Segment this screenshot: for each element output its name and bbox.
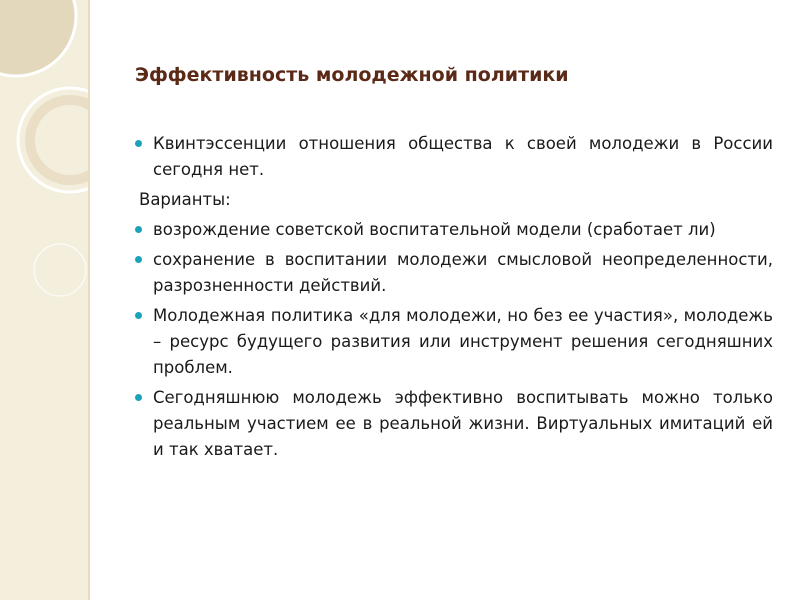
bullet-item: [135, 303, 773, 381]
bullet-item: [135, 247, 773, 299]
bullet-dot-icon: [135, 394, 142, 401]
slide-title: Эффективность молодежной политики: [135, 64, 569, 86]
bullet-item: [135, 217, 773, 243]
slide-body: [135, 131, 773, 467]
bullet-item: [135, 131, 773, 183]
decorative-circles-graphic: [0, 0, 88, 600]
bullet-text: Сегодняшнюю молодежь эффективно воспитывать можно только реальным участием ее в реальной жизни. Виртуальных имитаций ей и так хватает.: [153, 388, 773, 459]
bullet-text: Молодежная политика «для молодежи, но без ее участия», молодежь – ресурс будущего развития или инструмент решения сегодняшних проблем.: [153, 306, 773, 377]
bullet-dot-icon: [135, 312, 142, 319]
bullet-text: Квинтэссенции отношения общества к своей молодежи в России сегодня нет.: [153, 134, 773, 179]
bullet-dot-icon: [135, 140, 142, 147]
decorative-side-panel: [0, 0, 88, 600]
bullet-item: [135, 385, 773, 463]
bullet-text: возрождение советской воспитательной модели (сработает ли): [153, 220, 716, 239]
bullet-text: сохранение в воспитании молодежи смысловой неопределенности, разрозненности действий.: [153, 250, 773, 295]
side-panel-divider: [88, 0, 90, 600]
bullet-dot-icon: [135, 226, 142, 233]
bullet-dot-icon: [135, 256, 142, 263]
variants-heading: Варианты:: [139, 190, 231, 209]
